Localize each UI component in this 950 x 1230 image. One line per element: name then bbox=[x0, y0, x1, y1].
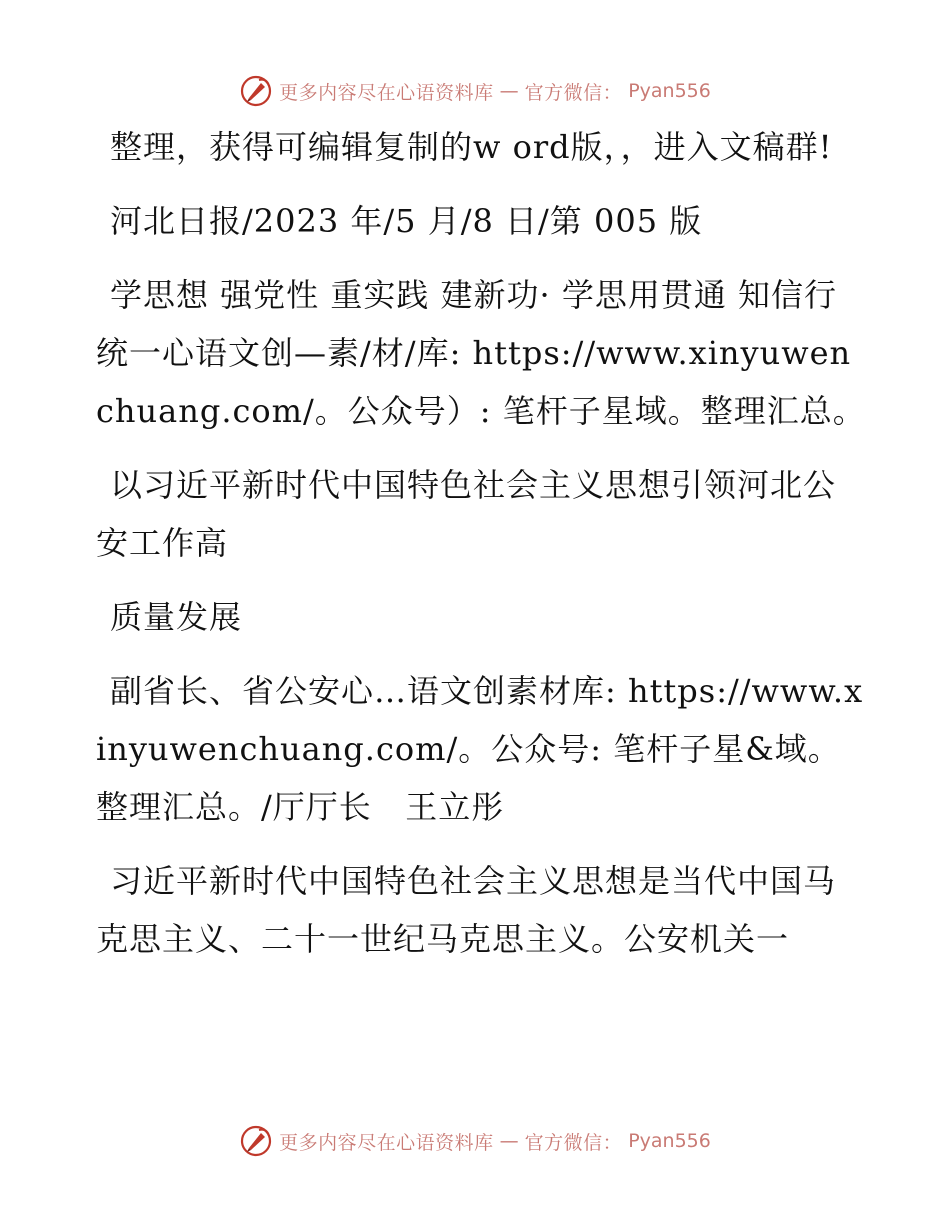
paragraph-title-line-2: 质量发展 bbox=[110, 598, 243, 636]
pen-nib-logo-icon bbox=[239, 1124, 273, 1158]
banner-wechat-label: 官方微信： bbox=[524, 81, 623, 104]
paragraph-intro: 整理，获得可编辑复制的w ord版，，进入文稿群! bbox=[110, 128, 833, 166]
banner-wechat-id: Pyan556 bbox=[628, 80, 711, 102]
banner-separator: — bbox=[499, 80, 519, 102]
paragraph-author: 副省长、省公安心…语文创素材库: https://www.xinyuwenchuang.com/。公众号: 笔杆子星&域。整理汇总。/厅厅长 王立彤 bbox=[96, 672, 864, 826]
pen-nib-logo-icon bbox=[239, 74, 273, 108]
paragraph-title-line-1: 以习近平新时代中国特色社会主义思想引领河北公安工作高 bbox=[96, 466, 837, 562]
banner-text: 更多内容尽在心语资料库 bbox=[279, 81, 494, 104]
document-body bbox=[96, 118, 866, 984]
header-watermark-banner bbox=[0, 74, 950, 108]
footer-watermark-banner bbox=[0, 1124, 950, 1158]
banner-text: 更多内容尽在心语资料库 bbox=[279, 1131, 494, 1154]
banner-separator: — bbox=[499, 1130, 519, 1152]
paragraph-body: 习近平新时代中国特色社会主义思想是当代中国马克思主义、二十一世纪马克思主义。公安机关一 bbox=[96, 862, 837, 958]
paragraph-theme: 学思想 强党性 重实践 建新功· 学思用贯通 知信行统一心语文创—素/材/库: https://www.xinyuwenchuang.com/。公众号）: 笔杆子星域。整理汇总。 bbox=[96, 276, 866, 430]
banner-wechat-id: Pyan556 bbox=[628, 1130, 711, 1152]
banner-wechat-label: 官方微信： bbox=[524, 1131, 623, 1154]
paragraph-source: 河北日报/2023 年/5 月/8 日/第 005 版 bbox=[110, 202, 703, 240]
